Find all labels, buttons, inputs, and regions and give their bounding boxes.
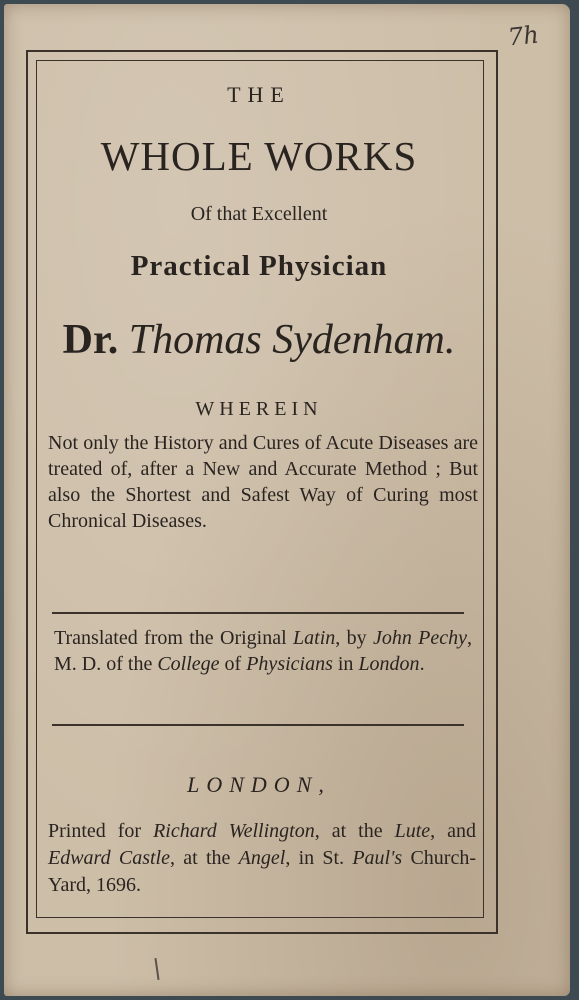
divider-rule-top bbox=[52, 612, 464, 614]
title-the: THE bbox=[227, 82, 291, 107]
title-whole-works: WHOLE WORKS bbox=[100, 133, 418, 179]
translation-text: in bbox=[332, 653, 359, 675]
church-name: Paul's bbox=[352, 847, 403, 869]
author-prefix: Dr. bbox=[62, 317, 119, 363]
imprint-segment: , at the bbox=[169, 847, 239, 869]
handwritten-note: 7h bbox=[506, 20, 541, 52]
title-practical-physician: Practical Physician bbox=[130, 250, 388, 282]
shop-sign: Angel bbox=[238, 847, 286, 869]
translation-text: of bbox=[219, 653, 247, 675]
author-line bbox=[36, 316, 482, 364]
imprint-segment: , and bbox=[430, 820, 477, 842]
translation-text: . bbox=[419, 653, 425, 675]
printer-name: Richard Wellington bbox=[153, 820, 315, 842]
translation-text: , M. D. of the bbox=[54, 627, 472, 675]
wherein-description: Not only the History and Cures of Acute Diseases are treated of, after a New and Accurate Method ; But also the Shortest and Safest Way of Curing most Chronical Diseases. bbox=[48, 432, 478, 532]
imprint-text bbox=[48, 818, 476, 899]
translation-note bbox=[54, 625, 472, 677]
translator-name: John Pechy bbox=[372, 627, 467, 649]
wherein-heading: WHEREIN bbox=[195, 398, 323, 420]
translation-physicians: Physicians bbox=[246, 653, 333, 675]
translation-text: Translated from the Original bbox=[54, 627, 294, 649]
imprint-segment: Printed for bbox=[48, 820, 154, 842]
translation-city: London bbox=[358, 653, 420, 675]
translation-text: , by bbox=[335, 627, 373, 649]
imprint-segment: , in St. bbox=[285, 847, 353, 869]
printer-name: Edward Castle bbox=[48, 847, 170, 869]
imprint-segment: , at the bbox=[314, 820, 395, 842]
shop-sign: Lute bbox=[394, 820, 431, 842]
divider-rule-bottom bbox=[52, 724, 464, 726]
translation-college: College bbox=[157, 653, 220, 675]
imprint-place: LONDON, bbox=[187, 772, 331, 797]
title-of-that-excellent: Of that Excellent bbox=[190, 203, 328, 225]
translation-latin: Latin bbox=[293, 627, 336, 649]
imprint-segment: Church-Yard, 1696. bbox=[48, 847, 476, 896]
author-name: Thomas Sydenham. bbox=[128, 317, 456, 363]
